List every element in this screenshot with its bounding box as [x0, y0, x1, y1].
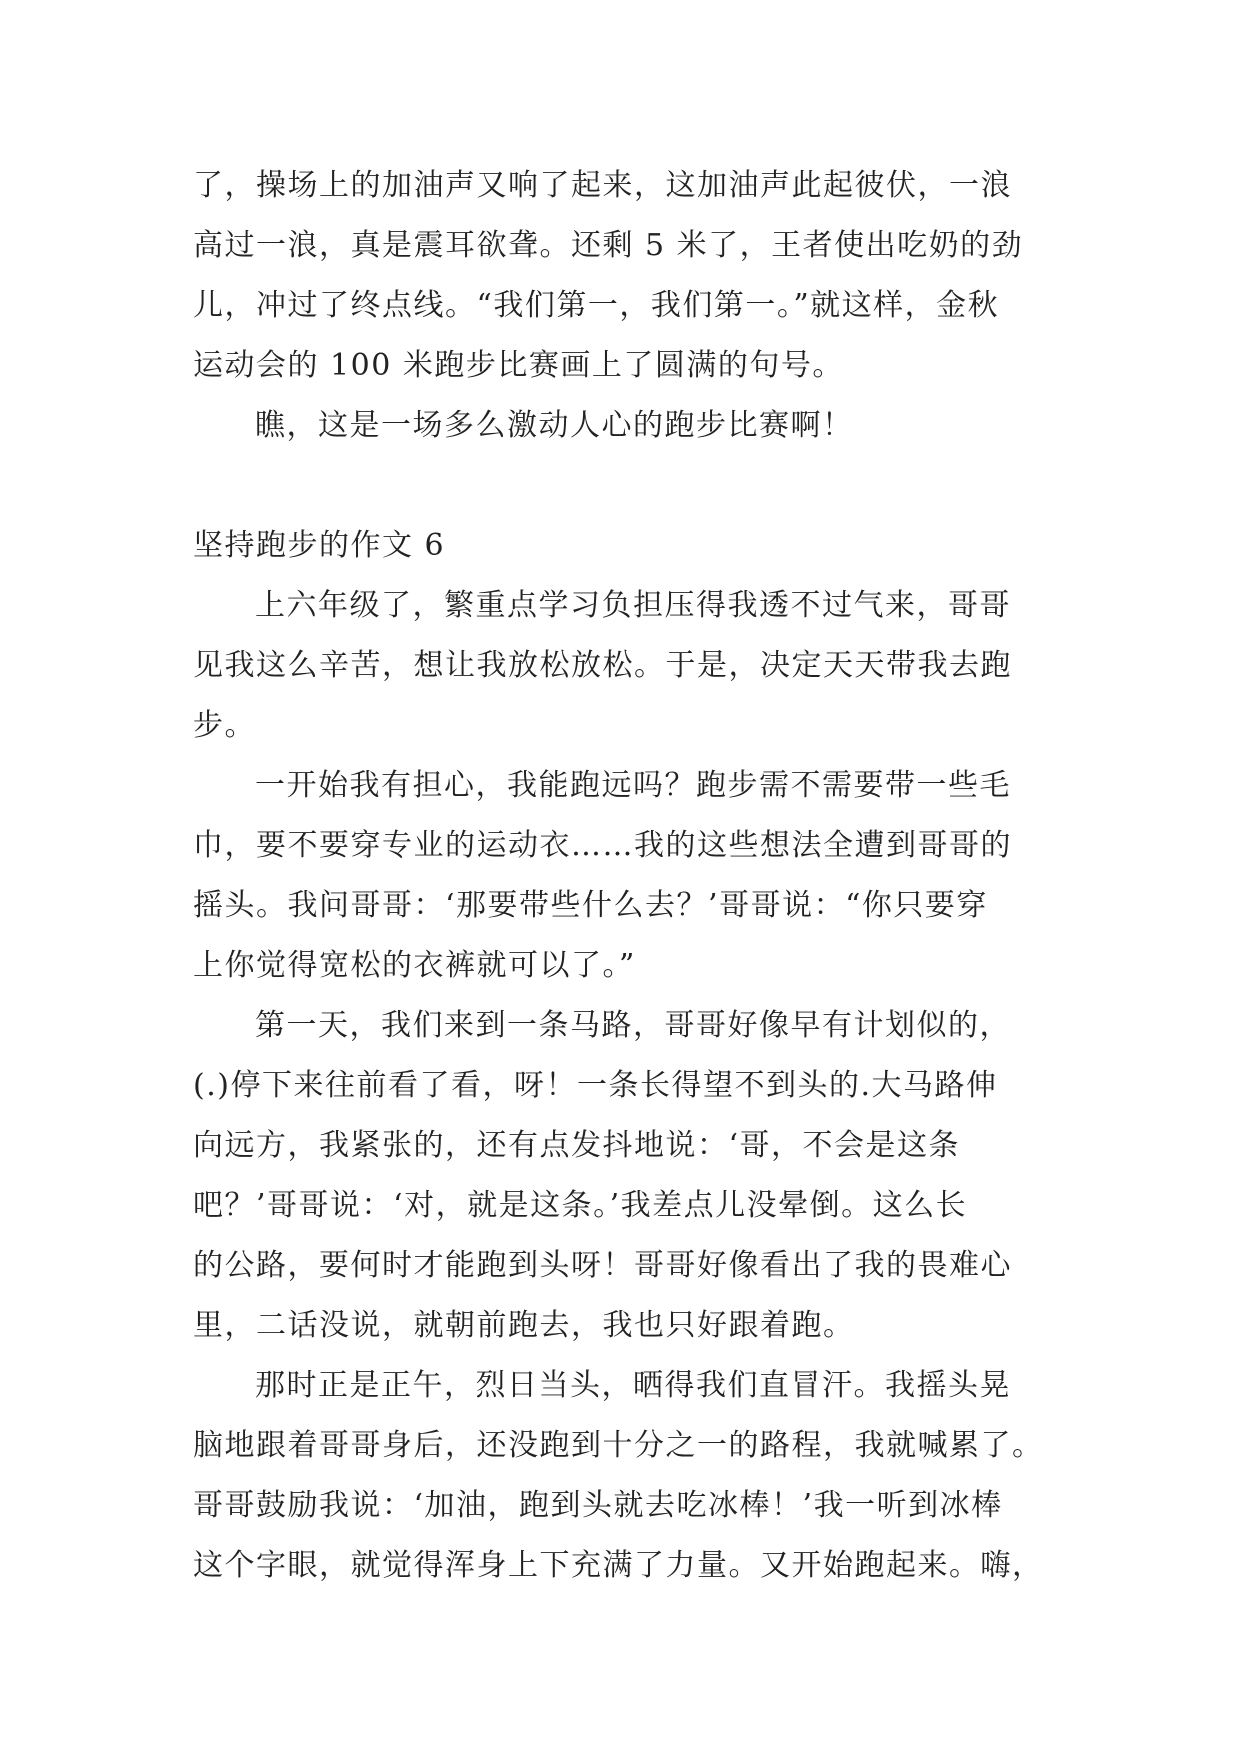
paragraph: [193, 756, 1053, 996]
text-line: 哥哥鼓励我说：‘加油，跑到头就去吃冰棒！’我一听到冰棒: [193, 1488, 1003, 1523]
text-line: 这个字眼，就觉得浑身上下充满了力量。又开始跑起来。嗨，: [193, 1548, 1044, 1583]
text-line: 步。: [193, 708, 256, 743]
text-line: 吧？’哥哥说：‘对，就是这条。’我差点儿没晕倒。这么长: [193, 1188, 968, 1223]
text-line: 的公路，要何时才能跑到头呀！哥哥好像看出了我的畏难心: [193, 1248, 1012, 1283]
text-line: 第一天，我们来到一条马路，哥哥好像早有计划似的，: [255, 1008, 1011, 1043]
section-title: 坚持跑步的作文 6: [193, 528, 446, 563]
text-line: 里，二话没说，就朝前跑去，我也只好跟着跑。: [193, 1308, 855, 1343]
text-line: 上你觉得宽松的衣裤就可以了。”: [193, 948, 636, 983]
text-line: 高过一浪，真是震耳欲聋。还剩 5 米了，王者使出吃奶的劲: [193, 228, 1024, 263]
paragraph: [193, 576, 1053, 756]
paragraph: [193, 996, 1053, 1356]
paragraph: [193, 396, 1053, 456]
text-line: 见我这么辛苦，想让我放松放松。于是，决定天天带我去跑: [193, 648, 1012, 683]
text-line: 那时正是正午，烈日当头，晒得我们直冒汗。我摇头晃: [255, 1368, 1011, 1403]
paragraph-spacer: [193, 456, 1053, 516]
text-line: 瞧，这是一场多么激动人心的跑步比赛啊！: [255, 408, 854, 443]
text-line: 了，操场上的加油声又响了起来，这加油声此起彼伏，一浪: [193, 168, 1012, 203]
text-line: (.)停下来往前看了看，呀！一条长得望不到头的.大马路伸: [193, 1068, 998, 1103]
document-body: [193, 156, 1053, 1596]
text-line: 向远方，我紧张的，还有点发抖地说：‘哥，不会是这条: [193, 1128, 961, 1163]
text-line: 运动会的 100 米跑步比赛画上了圆满的句号。: [193, 348, 844, 383]
text-line: 脑地跟着哥哥身后，还没跑到十分之一的路程，我就喊累了。: [193, 1428, 1044, 1463]
paragraph: [193, 156, 1053, 396]
text-line: 巾，要不要穿专业的运动衣……我的这些想法全遭到哥哥的: [193, 828, 1012, 863]
paragraph: [193, 1356, 1053, 1596]
text-line: 上六年级了，繁重点学习负担压得我透不过气来，哥哥: [255, 588, 1011, 623]
text-line: 儿，冲过了终点线。“我们第一，我们第一。”就这样，金秋: [193, 288, 1000, 323]
text-line: 摇头。我问哥哥：‘那要带些什么去？’哥哥说：“你只要穿: [193, 888, 988, 923]
text-line: 一开始我有担心，我能跑远吗？跑步需不需要带一些毛: [255, 768, 1011, 803]
